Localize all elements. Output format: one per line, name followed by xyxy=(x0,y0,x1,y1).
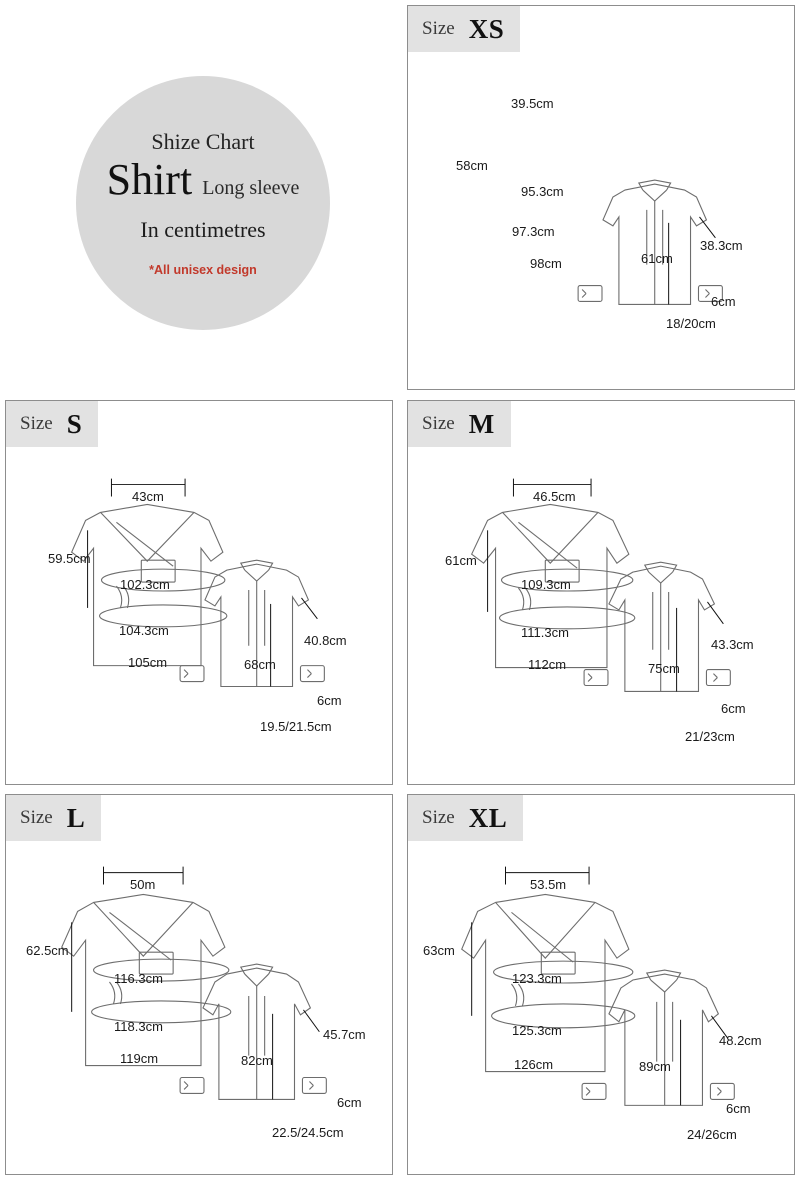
size-panel-xs xyxy=(407,5,795,390)
dim-cuff-width: 24/26cm xyxy=(687,1127,737,1142)
size-label: Size xyxy=(422,807,455,828)
size-label: Size xyxy=(422,413,455,434)
size-label: Size xyxy=(20,413,53,434)
chart-sleeve-type: Long sleeve xyxy=(202,176,300,199)
dim-chest: 123.3cm xyxy=(512,971,562,986)
dim-sleeve: 75cm xyxy=(648,661,680,676)
dim-cuff-width: 18/20cm xyxy=(666,316,716,331)
size-value: S xyxy=(66,408,83,439)
size-badge-s xyxy=(6,401,98,447)
chart-unit: In centimetres xyxy=(140,217,266,243)
dim-shoulder: 43cm xyxy=(132,489,164,504)
dim-length: 59.5cm xyxy=(48,551,91,566)
dim-hem: 112cm xyxy=(528,657,567,672)
size-badge-xl xyxy=(408,795,523,841)
dim-cuff-height: 6cm xyxy=(711,294,736,309)
dim-waist: 118.3cm xyxy=(114,1019,163,1034)
dim-cuff-height: 6cm xyxy=(726,1101,751,1116)
chart-subtitle: Shize Chart xyxy=(151,128,255,154)
dim-back-width: 43.3cm xyxy=(711,637,754,652)
dimension-labels-m xyxy=(408,401,794,784)
dim-chest: 116.3cm xyxy=(114,971,163,986)
chart-title: Shirt xyxy=(106,154,193,204)
dim-waist: 111.3cm xyxy=(521,625,569,640)
dimension-labels-s xyxy=(6,401,392,784)
dim-shoulder: 53.5m xyxy=(530,877,567,892)
dim-back-width: 40.8cm xyxy=(304,633,347,648)
size-value: XL xyxy=(468,802,508,833)
dim-chest: 95.3cm xyxy=(521,184,564,199)
size-badge-m xyxy=(408,401,511,447)
dim-back-width: 45.7cm xyxy=(323,1027,366,1042)
dim-chest: 102.3cm xyxy=(120,577,170,592)
dim-hem: 119cm xyxy=(120,1051,159,1066)
chart-note: *All unisex design xyxy=(149,263,257,278)
dim-waist: 125.3cm xyxy=(512,1023,562,1038)
dim-shoulder: 46.5cm xyxy=(533,489,576,504)
dim-chest: 109.3cm xyxy=(521,577,571,592)
chart-title-badge xyxy=(76,76,330,330)
dim-hem: 98cm xyxy=(530,256,562,271)
size-badge-xs xyxy=(408,6,520,52)
size-value: XS xyxy=(468,13,505,44)
dim-cuff-height: 6cm xyxy=(337,1095,362,1110)
size-value: M xyxy=(468,408,495,439)
dim-cuff-width: 19.5/21.5cm xyxy=(260,719,332,734)
size-panel-s xyxy=(5,400,393,785)
dim-length: 62.5cm xyxy=(26,943,69,958)
dim-sleeve: 89cm xyxy=(639,1059,671,1074)
dim-hem: 126cm xyxy=(514,1057,554,1072)
size-panel-xl xyxy=(407,794,795,1175)
dim-waist: 97.3cm xyxy=(512,224,555,239)
dim-length: 63cm xyxy=(423,943,455,958)
dim-sleeve: 61cm xyxy=(641,251,673,266)
dim-sleeve: 68cm xyxy=(244,657,276,672)
dim-cuff-height: 6cm xyxy=(721,701,746,716)
dim-cuff-height: 6cm xyxy=(317,693,342,708)
size-badge-l xyxy=(6,795,101,841)
dimension-labels-l xyxy=(6,795,392,1174)
dim-length: 61cm xyxy=(445,553,477,568)
size-label: Size xyxy=(20,807,53,828)
size-label: Size xyxy=(422,18,455,39)
size-value: L xyxy=(66,802,86,833)
dim-back-width: 38.3cm xyxy=(700,238,743,253)
dim-shoulder: 39.5cm xyxy=(511,96,554,111)
dim-hem: 105cm xyxy=(128,655,168,670)
dim-back-width: 48.2cm xyxy=(719,1033,762,1048)
dim-shoulder: 50m xyxy=(130,877,156,892)
size-panel-m xyxy=(407,400,795,785)
dim-cuff-width: 21/23cm xyxy=(685,729,735,744)
dim-length: 58cm xyxy=(456,158,488,173)
size-panel-l xyxy=(5,794,393,1175)
dim-cuff-width: 22.5/24.5cm xyxy=(272,1125,344,1140)
dimension-labels-xl xyxy=(408,795,794,1174)
dim-sleeve: 82cm xyxy=(241,1053,273,1068)
dimension-labels-xs xyxy=(408,6,794,389)
dim-waist: 104.3cm xyxy=(119,623,169,638)
